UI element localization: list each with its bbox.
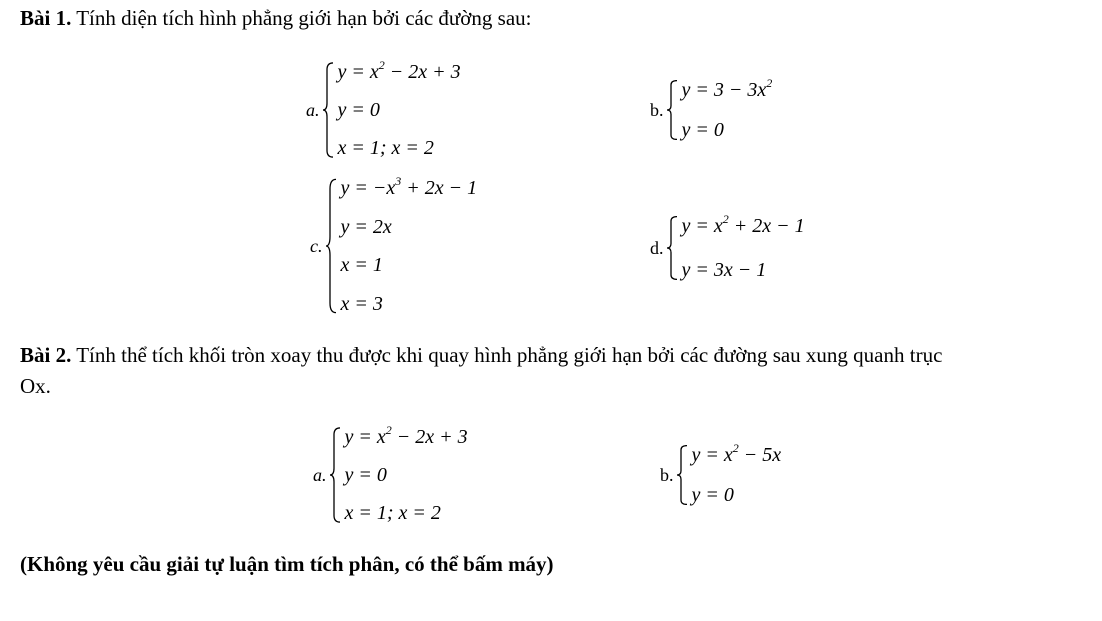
equation: $y = x^2 - 5x$ — [691, 441, 782, 466]
system-label: b. — [660, 464, 674, 485]
equation: $y = -x^3 + 2x - 1$ — [340, 174, 478, 199]
equation: y = 0 — [344, 464, 387, 486]
left-brace-icon — [676, 445, 688, 505]
equation: x = 1; x = 2 — [337, 137, 434, 159]
equation: y = 0 — [681, 119, 724, 141]
bai1-system-b — [650, 76, 773, 141]
bai1-text: Tính diện tích hình phẳng giới hạn bởi các đường sau: — [71, 6, 532, 30]
bai1-system-a — [306, 58, 461, 159]
bai2-heading-continued: Ox. — [20, 374, 51, 398]
bai2-system-b — [660, 441, 782, 506]
equation: x = 3 — [340, 292, 383, 315]
left-brace-icon — [666, 216, 678, 280]
equation: y = 0 — [691, 484, 734, 506]
note: (Không yêu cầu giải tự luận tìm tích phân, có thể bấm máy) — [20, 552, 554, 576]
bai1-system-c — [310, 174, 478, 315]
equation: $y = x^2 - 2x + 3$ — [337, 58, 461, 83]
equation-list — [344, 423, 468, 524]
bai1-heading — [20, 6, 532, 31]
equation: $y = 3 - 3x^2$ — [681, 76, 773, 101]
bai2-text: Tính thể tích khối tròn xoay thu được khi quay hình phẳng giới hạn bởi các đường sau xung quanh trục — [71, 343, 943, 367]
equation: x = 1 — [340, 254, 383, 277]
equation: $y = x^2 - 2x + 3$ — [344, 423, 468, 448]
left-brace-icon — [666, 80, 678, 140]
equation: y = 3x − 1 — [681, 259, 767, 281]
bai2-system-a — [313, 423, 468, 524]
equation-list — [340, 174, 478, 315]
system-label: a. — [306, 99, 320, 120]
left-brace-icon — [325, 178, 337, 314]
equation: $y = x^2 + 2x - 1$ — [681, 212, 805, 237]
equation-list — [337, 58, 461, 159]
left-brace-icon — [329, 427, 341, 523]
left-brace-icon — [322, 62, 334, 158]
equation-list — [681, 76, 773, 141]
system-label: d. — [650, 237, 664, 258]
system-label: a. — [313, 464, 327, 485]
equation-list — [691, 441, 782, 506]
system-label: c. — [310, 235, 323, 256]
equation-list — [681, 212, 805, 281]
bai1-system-d — [650, 212, 805, 281]
equation: y = 2x — [340, 215, 392, 238]
bai2-number: Bài 2. — [20, 343, 72, 367]
equation: y = 0 — [337, 99, 380, 121]
bai2-heading — [20, 343, 942, 368]
system-label: b. — [650, 99, 664, 120]
bai1-number: Bài 1. — [20, 6, 72, 30]
equation: x = 1; x = 2 — [344, 502, 441, 524]
